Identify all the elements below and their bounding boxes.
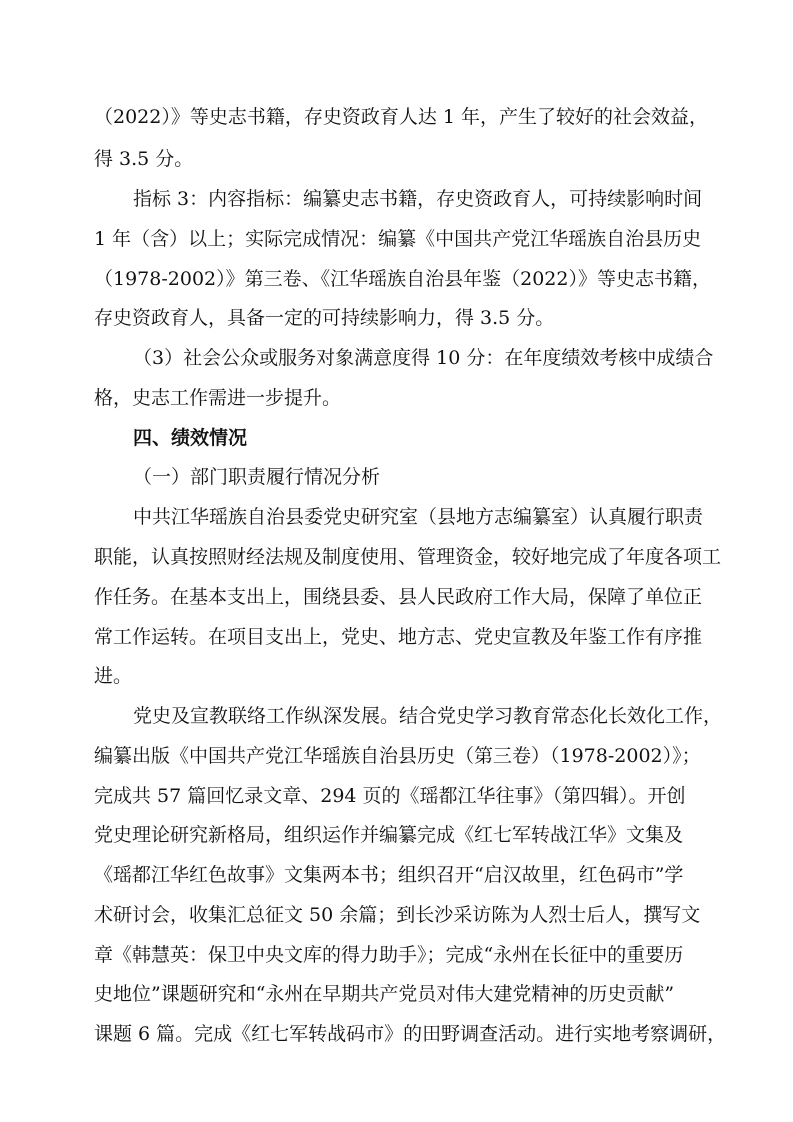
text-line-24: 课题 6 篇。完成《红七军转战码市》的田野调查活动。进行实地考察调研， [94, 1023, 727, 1045]
text-line-16: 党史及宣教联络工作纵深发展。结合党史学习教育常态化长效化工作， [133, 705, 723, 727]
text-line-2: 得 3.5 分。 [94, 148, 194, 170]
text-line-15: 进。 [94, 665, 133, 687]
text-line-18: 完成共 57 篇回忆录文章、294 页的《瑶都江华往事》（第四辑）。开创 [94, 785, 686, 807]
text-line-23: 史地位”课题研究和“永州在早期共产党员对伟大建党精神的历史贡献” [94, 983, 675, 1005]
text-line-6: 存史资政育人，具备一定的可持续影响力，得 3.5 分。 [94, 307, 555, 329]
text-line-20: 《瑶都江华红色故事》文集两本书；组织召开“启汉故里，红色码市”学 [94, 864, 684, 886]
text-line-4: 1 年（含）以上；实际完成情况：编纂《中国共产党江华瑶族自治县历史 [94, 228, 702, 250]
text-line-8: 格，史志工作需进一步提升。 [94, 387, 342, 409]
section-heading: 四、绩效情况 [133, 427, 248, 449]
text-line-12: 职能，认真按照财经法规及制度使用、管理资金，较好地完成了年度各项工 [94, 546, 722, 568]
text-line-14: 常工作运转。在项目支出上，党史、地方志、党史宣教及年鉴工作有序推 [94, 626, 703, 648]
text-line-5: （1978-2002）》第三卷、《江华瑶族自治县年鉴（2022）》等史志书籍， [94, 268, 711, 290]
subsection-heading: （一）部门职责履行情况分析 [133, 466, 381, 488]
text-line-17: 编纂出版《中国共产党江华瑶族自治县历史（第三卷）（1978-2002）》； [94, 745, 701, 767]
text-line-3: 指标 3：内容指标：编纂史志书籍，存史资政育人，可持续影响时间 [133, 188, 703, 210]
text-line-7: （3）社会公众或服务对象满意度得 10 分：在年度绩效考核中成绩合 [133, 347, 714, 369]
text-line-1: （2022）》等史志书籍，存史资政育人达 1 年，产生了较好的社会效益， [94, 106, 709, 128]
text-line-19: 党史理论研究新格局，组织运作并编纂完成《红七军转战江华》文集及 [94, 824, 684, 846]
text-line-22: 章《韩慧英：保卫中央文库的得力助手》；完成“永州在长征中的重要历 [94, 944, 684, 966]
text-line-21: 术研讨会，收集汇总征文 50 余篇；到长沙采访陈为人烈士后人，撰写文 [94, 904, 701, 926]
text-line-11: 中共江华瑶族自治县委党史研究室（县地方志编纂室）认真履行职责 [133, 506, 704, 528]
text-line-13: 作任务。在基本支出上，围绕县委、县人民政府工作大局，保障了单位正 [94, 586, 703, 608]
